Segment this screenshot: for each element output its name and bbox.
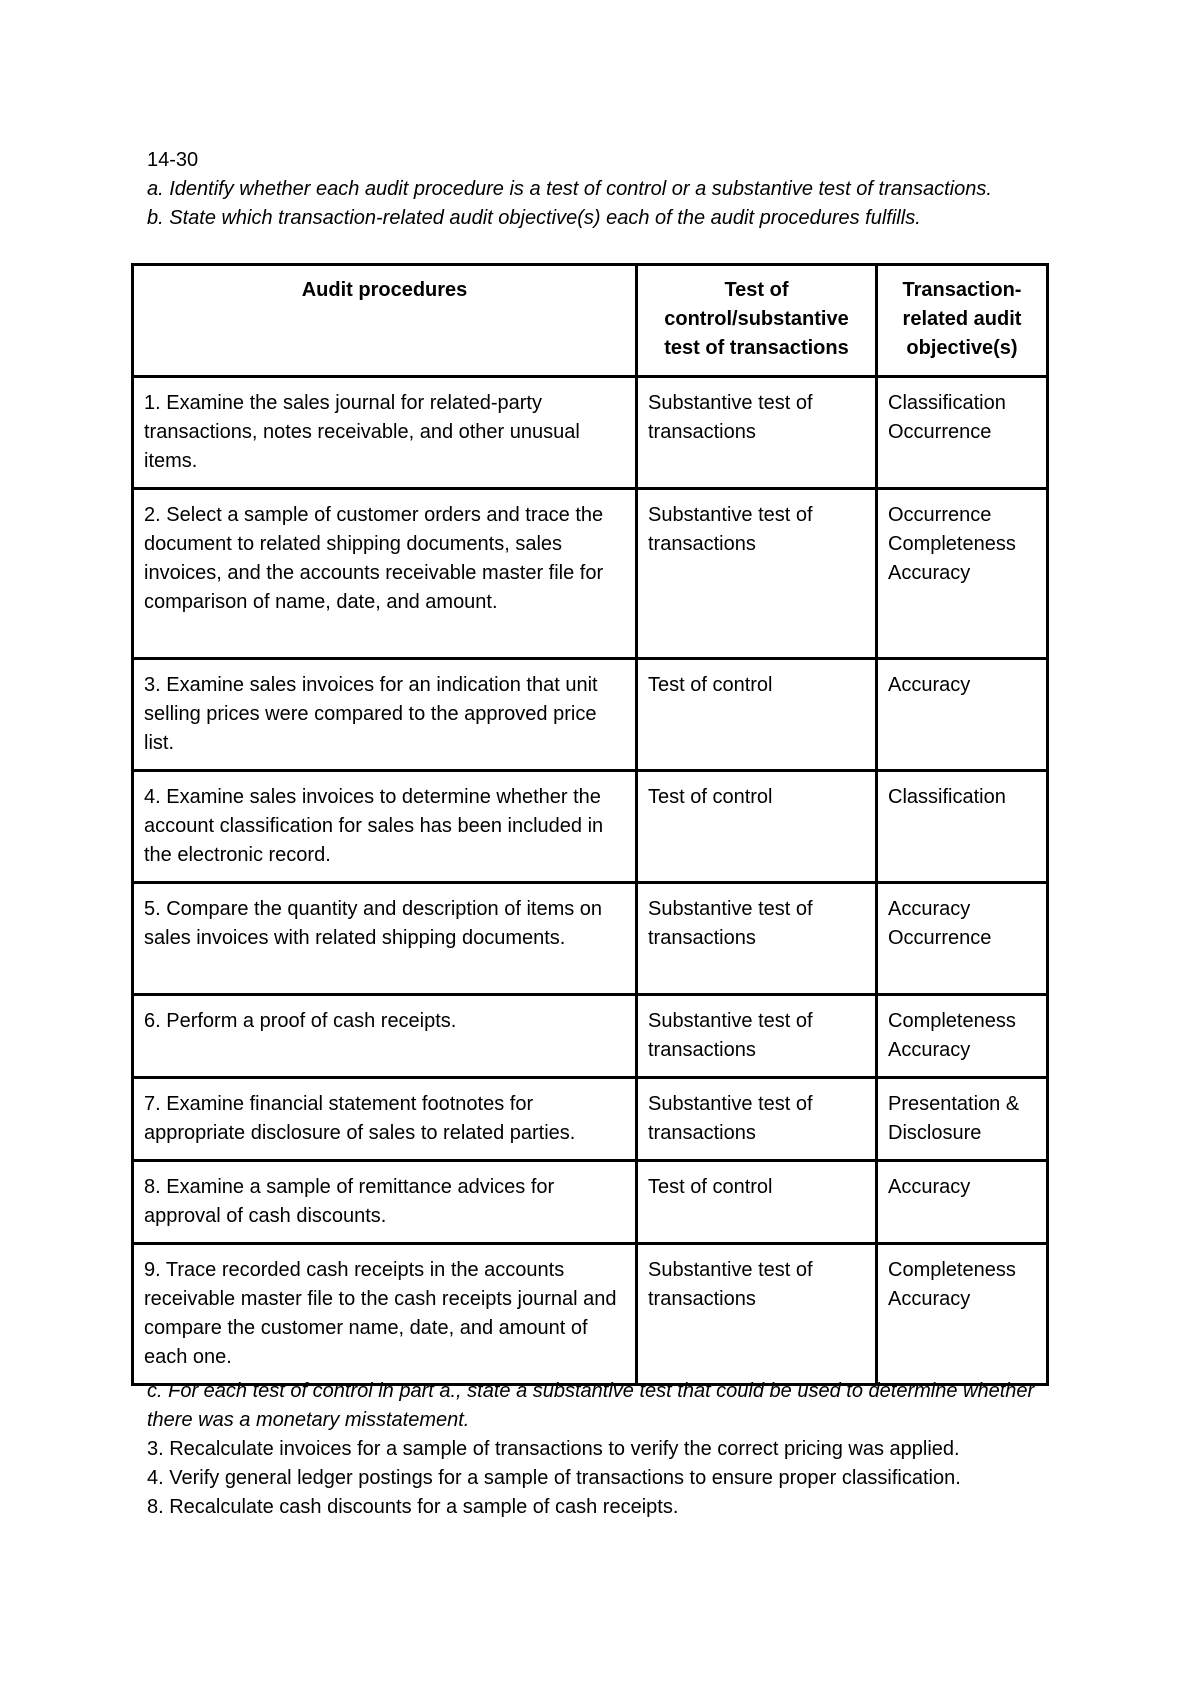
test-type-cell: Test of control [637, 1161, 877, 1244]
procedure-cell: 4. Examine sales invoices to determine whether the account classification for sales has been included in the electronic record. [133, 771, 637, 883]
procedure-cell: 3. Examine sales invoices for an indication that unit selling prices were compared to the approved price list. [133, 659, 637, 771]
part-c-answer: 4. Verify general ledger postings for a sample of transactions to ensure proper classification. [147, 1467, 961, 1489]
procedure-cell: 5. Compare the quantity and description of items on sales invoices with related shipping documents. [133, 883, 637, 995]
procedure-cell: 9. Trace recorded cash receipts in the accounts receivable master file to the cash receipts journal and compare the customer name, date, and amount of each one. [133, 1244, 637, 1385]
test-type-cell: Substantive test of transactions [637, 489, 877, 659]
question-number: 14-30 [147, 149, 199, 171]
objectives-cell: Completeness Accuracy [877, 1244, 1048, 1385]
objectives-cell: Classification Occurrence [877, 377, 1048, 489]
header-test-type: Test of control/substantive test of transactions [637, 265, 877, 377]
test-type-cell: Substantive test of transactions [637, 377, 877, 489]
test-type-cell: Substantive test of transactions [637, 995, 877, 1078]
part-c-section [147, 1377, 1067, 1522]
objectives-cell: Classification [877, 771, 1048, 883]
table-row [133, 377, 1048, 489]
procedure-cell: 2. Select a sample of customer orders and trace the document to related shipping documents, sales invoices, and the accounts receivable master file for comparison of name, date, and amount. [133, 489, 637, 659]
table-row [133, 771, 1048, 883]
test-type-cell: Test of control [637, 659, 877, 771]
question-header [147, 146, 1047, 233]
table-row [133, 883, 1048, 995]
procedure-cell: 7. Examine financial statement footnotes for appropriate disclosure of sales to related parties. [133, 1078, 637, 1161]
objectives-cell: Completeness Accuracy [877, 995, 1048, 1078]
table-row [133, 995, 1048, 1078]
table-row [133, 1244, 1048, 1385]
table-header-row [133, 265, 1048, 377]
header-audit-procedures: Audit procedures [133, 265, 637, 377]
procedure-cell: 8. Examine a sample of remittance advices for approval of cash discounts. [133, 1161, 637, 1244]
table-row [133, 1078, 1048, 1161]
objectives-cell: Accuracy Occurrence [877, 883, 1048, 995]
procedure-cell: 6. Perform a proof of cash receipts. [133, 995, 637, 1078]
test-type-cell: Test of control [637, 771, 877, 883]
part-b-instruction: b. State which transaction-related audit objective(s) each of the audit procedures fulfills. [147, 207, 921, 229]
audit-procedures-table [131, 263, 1049, 1386]
part-a-instruction: a. Identify whether each audit procedure is a test of control or a substantive test of transactions. [147, 178, 992, 200]
table-row [133, 1161, 1048, 1244]
test-type-cell: Substantive test of transactions [637, 1078, 877, 1161]
header-objectives: Transaction-related audit objective(s) [877, 265, 1048, 377]
part-c-answer: 8. Recalculate cash discounts for a sample of cash receipts. [147, 1496, 679, 1518]
part-c-answer: 3. Recalculate invoices for a sample of transactions to verify the correct pricing was applied. [147, 1438, 960, 1460]
table-row [133, 659, 1048, 771]
test-type-cell: Substantive test of transactions [637, 883, 877, 995]
objectives-cell: Accuracy [877, 659, 1048, 771]
procedure-cell: 1. Examine the sales journal for related-party transactions, notes receivable, and other unusual items. [133, 377, 637, 489]
part-c-instruction: c. For each test of control in part a., state a substantive test that could be used to determine whether there was a monetary misstatement. [147, 1380, 1035, 1431]
objectives-cell: Presentation & Disclosure [877, 1078, 1048, 1161]
objectives-cell: Accuracy [877, 1161, 1048, 1244]
objectives-cell: Occurrence Completeness Accuracy [877, 489, 1048, 659]
table-row [133, 489, 1048, 659]
test-type-cell: Substantive test of transactions [637, 1244, 877, 1385]
